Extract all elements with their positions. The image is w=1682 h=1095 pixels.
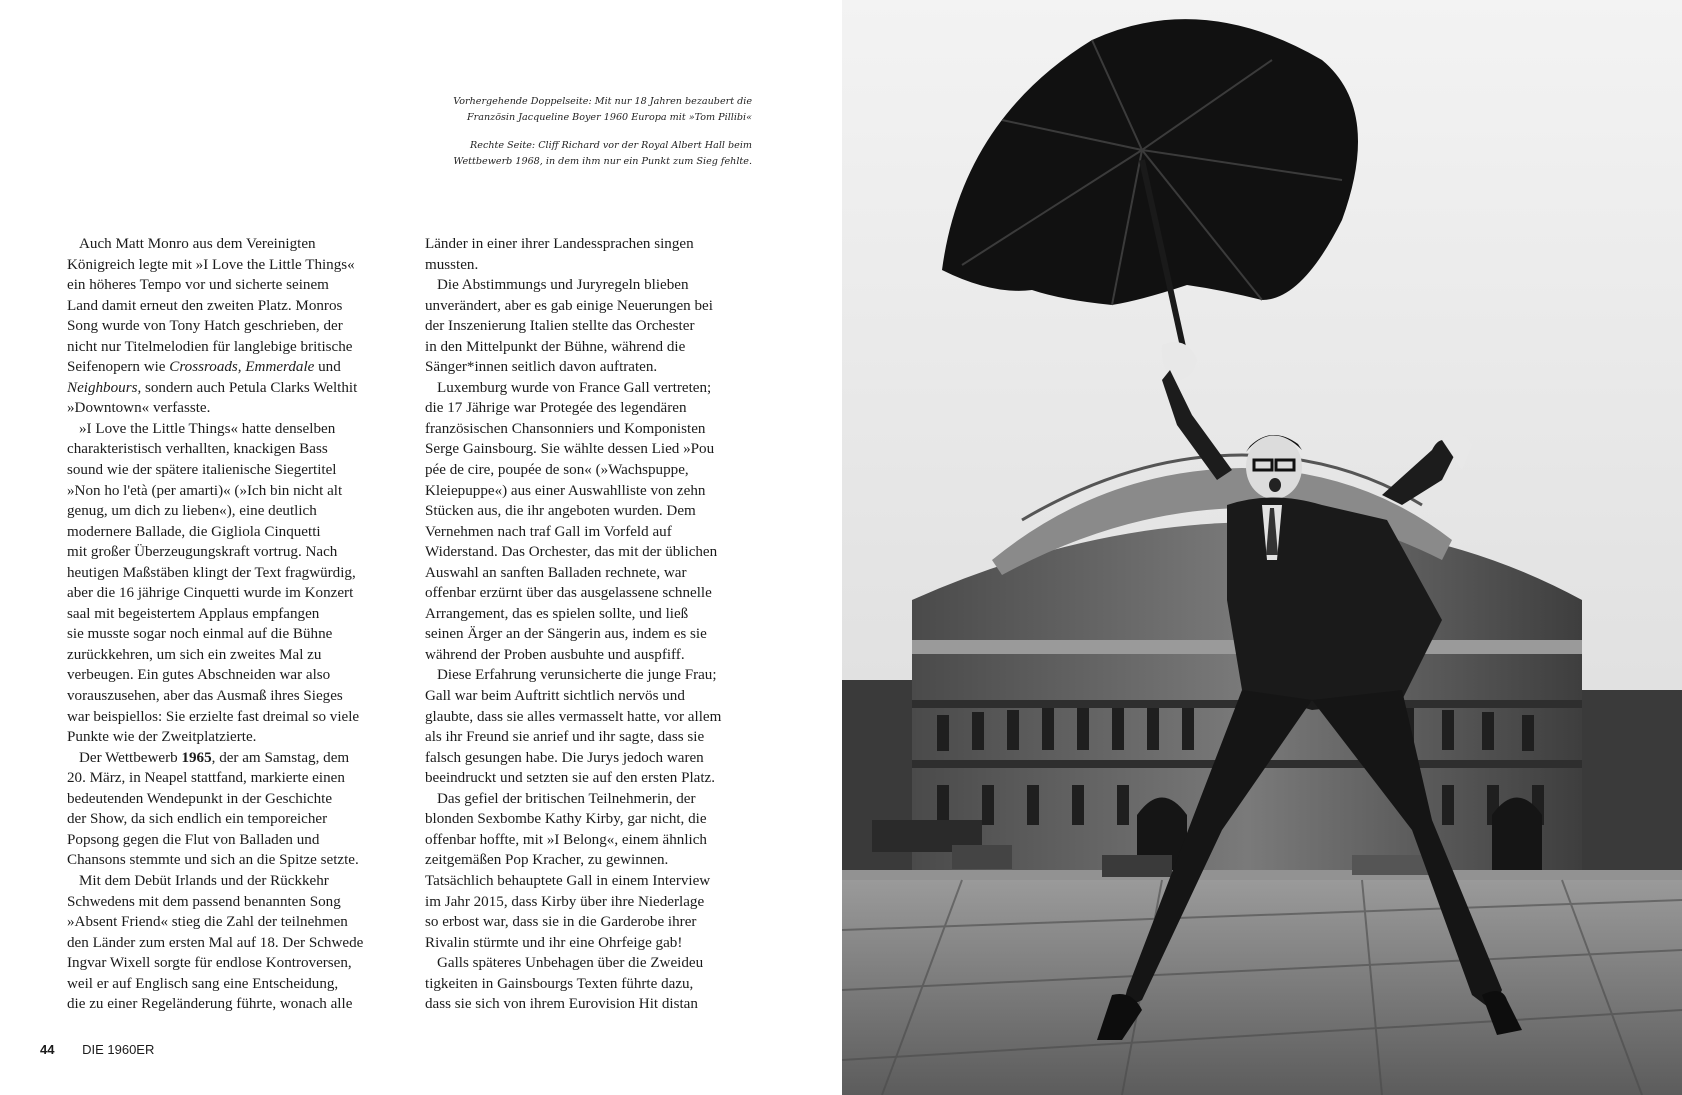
text-line: als ihr Freund sie anrief und ihr sagte, dass sie — [425, 729, 705, 746]
paragraph — [425, 789, 747, 953]
text-line: sie musste sogar noch einmal auf die Bühne — [67, 626, 333, 643]
paragraph — [425, 234, 747, 275]
text-line: vorauszusehen, aber das Ausmaß ihres Sieges — [67, 688, 343, 705]
text-line: »I Love the Little Things« hatte denselben — [79, 420, 336, 437]
text-line: während der Proben ausbuhte und auspfiff. — [425, 646, 685, 663]
text-line: sound wie der spätere italienische Siegertitel — [67, 462, 337, 479]
text-line: Kleiepuppe«) aus einer Auswahlliste von zehn — [425, 482, 706, 499]
text-line: Schwedens mit dem passend benannten Song — [67, 893, 341, 910]
text-line: »Absent Friend« stieg die Zahl der teilnehmen — [67, 914, 348, 931]
text-line: tigkeiten in Gainsbourgs Texten führte dazu, — [425, 975, 694, 992]
text-line: den Länder zum ersten Mal auf 18. Der Schwede — [67, 934, 364, 951]
text-line: Auch Matt Monro aus dem Vereinigten — [79, 236, 316, 252]
text-line: aber die 16 jährige Cinquetti wurde im Konzert — [67, 585, 354, 602]
photo-captions — [440, 94, 752, 182]
text-line — [67, 748, 389, 769]
text-line: blonden Sexbombe Kathy Kirby, gar nicht, die — [425, 811, 707, 828]
text-line: die 17 Jährige war Protegée des legendären — [425, 400, 687, 417]
text-line: die zu einer Regeländerung führte, wonach alle — [67, 996, 353, 1013]
text-line: zurückkehren, um sich ein zweites Mal zu — [67, 646, 322, 663]
pavement — [842, 880, 1682, 1095]
text-line: Stücken aus, die ihr angeboten wurden. Dem — [425, 503, 696, 520]
text-line: mit großer Überzeugungskraft vortrug. Nach — [67, 544, 338, 561]
text-line: im Jahr 2015, dass Kirby über ihre Niederlage — [425, 893, 705, 910]
text-line: Punkte wie der Zweitplatzierte. — [67, 729, 257, 746]
text-line: französischen Chansonniers und Komponisten — [425, 420, 706, 437]
text-line: »Non ho l'età (per amarti)« (»Ich bin nicht alt — [67, 482, 343, 499]
text-run: Der Wettbewerb — [79, 749, 182, 766]
text-run: , sondern auch Petula Clarks Welthit — [137, 379, 358, 396]
photo-illustration — [842, 0, 1682, 1095]
text-line: ein höheres Tempo vor und sicherte seinem — [67, 277, 329, 294]
text-line: so erbost war, dass sie in die Garderobe ihrer — [425, 914, 697, 931]
text-line: Vernehmen nach traf Gall im Vorfeld auf — [425, 523, 672, 540]
paragraph — [425, 378, 747, 666]
text-line: Serge Gainsbourg. Sie wählte dessen Lied »Pou — [425, 441, 715, 458]
caption-line: Vorhergehende Doppelseite: Mit nur 18 Jahren bezaubert die — [453, 96, 752, 107]
text-line: falsch gesungen habe. Die Jurys jedoch waren — [425, 749, 704, 766]
section-title: DIE 1960ER — [82, 1042, 155, 1057]
text-line: genug, um dich zu lieben«), eine deutlich — [67, 503, 317, 520]
text-line: verbeugen. Ein gutes Abschneiden war also — [67, 667, 331, 684]
caption-line: Französin Jacqueline Boyer 1960 Europa mit »Tom Pillibi« — [467, 111, 752, 123]
text-line: 20. März, in Neapel stattfand, markierte einen — [67, 770, 345, 787]
text-line: weil er auf Englisch sang eine Entscheidung, — [67, 975, 339, 992]
text-line — [67, 357, 389, 378]
text-line: Ingvar Wixell sorgte für endlose Kontroversen, — [67, 955, 352, 972]
text-line: Die Abstimmungs und Juryregeln blieben — [437, 277, 689, 294]
caption-right-page — [440, 138, 752, 169]
text-line: Chansons stemmte und sich an die Spitze setzte. — [67, 852, 359, 869]
text-line: beeindruckt und setzten sie auf den ersten Platz. — [425, 770, 716, 787]
text-line: der Show, da sich endlich ein temporeicher — [67, 811, 328, 828]
text-line: Mit dem Debüt Irlands und der Rückkehr — [79, 872, 329, 889]
text-line: Diese Erfahrung verunsicherte die junge Frau; — [437, 667, 717, 684]
text-line: der Inszenierung Italien stellte das Orchester — [425, 318, 695, 335]
paragraph — [67, 748, 389, 871]
text-line: charakteristisch verhallten, knackigen Bass — [67, 441, 328, 458]
text-line: offenbar hoffte, mit »I Belong«, einem ähnlich — [425, 831, 707, 848]
paragraph — [425, 953, 747, 1015]
text-line: Tatsächlich behauptete Gall in einem Interview — [425, 872, 711, 889]
highlighted-year: 1965 — [181, 749, 212, 766]
text-line: Galls späteres Unbehagen über die Zweideu — [437, 955, 704, 972]
paragraph — [425, 275, 747, 378]
text-line: Länder in einer ihrer Landessprachen singen — [425, 236, 694, 252]
text-line: pée de cire, poupée de son« (»Wachspuppe, — [425, 462, 689, 479]
text-line: saal mit begeistertem Applaus empfangen — [67, 605, 320, 622]
photo-page — [842, 0, 1682, 1095]
paragraph — [67, 419, 389, 748]
text-run: Seifenopern wie — [67, 359, 170, 376]
text-line: Sänger*innen seitlich davon auftraten. — [425, 359, 658, 376]
caption-previous-spread — [440, 94, 752, 125]
caption-line: Rechte Seite: Cliff Richard vor der Royal Albert Hall beim — [470, 140, 752, 151]
italic-title: Neighbours — [67, 379, 138, 396]
text-run: , der am Samstag, dem — [211, 749, 350, 766]
text-line: »Downtown« verfasste. — [67, 400, 211, 417]
text-column-2 — [425, 234, 747, 1015]
paragraph — [425, 665, 747, 788]
text-line: unverändert, aber es gab einige Neuerungen bei — [425, 297, 713, 314]
text-line: Königreich legte mit »I Love the Little Things« — [67, 256, 355, 273]
text-line: modernere Ballade, die Gigliola Cinquetti — [67, 523, 321, 540]
text-line: Arrangement, das es spielen sollte, und ließ — [425, 605, 689, 622]
text-line: Das gefiel der britischen Teilnehmerin, der — [437, 790, 696, 807]
text-line: nicht nur Titelmelodien für langlebige britische — [67, 338, 353, 355]
text-line: Auswahl an sanften Balladen rechnete, war — [425, 564, 687, 581]
text-line: in den Mittelpunkt der Bühne, während die — [425, 338, 686, 355]
text-line: offenbar erzürnt über das ausgelassene schnelle — [425, 585, 712, 602]
text-line: glaubte, dass sie alles vermasselt hatte, vor allem — [425, 708, 722, 725]
text-line: bedeutenden Wendepunkt in der Geschichte — [67, 790, 333, 807]
text-line — [67, 378, 389, 399]
text-line: zeitgemäßen Pop Kracher, zu gewinnen. — [425, 852, 669, 869]
text-line: dass sie sich von ihrem Eurovision Hit distan — [425, 996, 698, 1013]
paragraph — [67, 871, 389, 1015]
text-line: Popsong gegen die Flut von Balladen und — [67, 831, 320, 848]
text-line: Luxemburg wurde von France Gall vertreten; — [437, 379, 712, 396]
text-line: war beispiellos: Sie erzielte fast dreimal so viele — [67, 708, 360, 725]
text-run: und — [314, 359, 341, 376]
text-line: Song wurde von Tony Hatch geschrieben, der — [67, 318, 343, 335]
text-line: Rivalin stürmte und ihr eine Ohrfeige gab! — [425, 934, 683, 951]
page-number: 44 — [40, 1042, 55, 1057]
text-line: Land damit erneut den zweiten Platz. Monros — [67, 297, 343, 314]
text-line: heutigen Maßstäben klingt der Text fragwürdig, — [67, 564, 356, 581]
folio — [40, 1042, 154, 1057]
text-line: Widerstand. Das Orchester, das mit der üblichen — [425, 544, 718, 561]
text-line: Gall war beim Auftritt sichtlich nervös und — [425, 688, 685, 705]
caption-line: Wettbewerb 1968, in dem ihm nur ein Punkt zum Sieg fehlte. — [453, 155, 752, 167]
text-column-1 — [67, 234, 389, 1015]
paragraph — [67, 234, 389, 419]
italic-title: Crossroads, Emmerdale — [169, 359, 315, 376]
text-line: mussten. — [425, 256, 479, 273]
text-line: seinen Ärger an der Sängerin aus, indem es sie — [425, 626, 707, 643]
